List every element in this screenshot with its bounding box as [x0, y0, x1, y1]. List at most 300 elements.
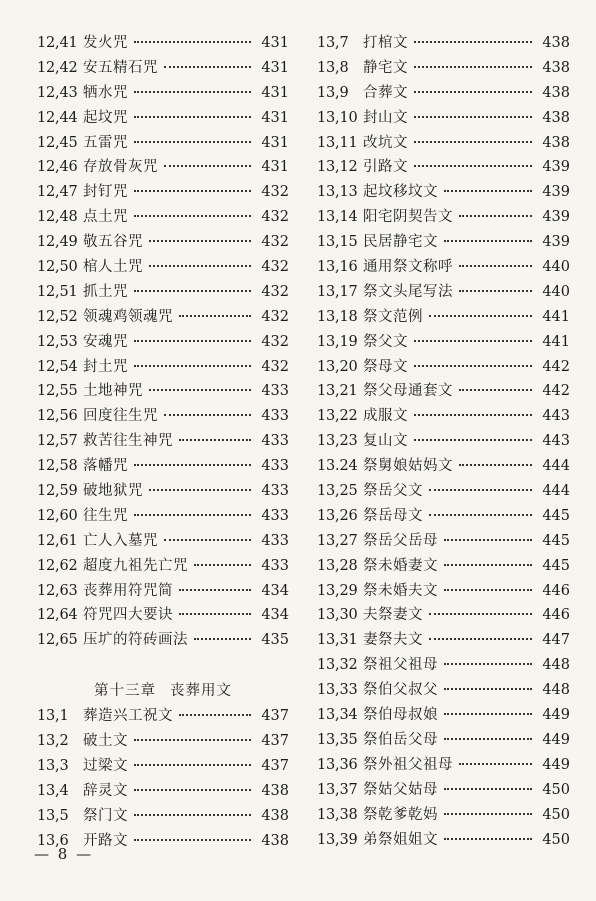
page-number-footer: — 8 —	[34, 845, 94, 863]
dot-leader	[429, 514, 532, 516]
toc-entry	[317, 803, 570, 828]
toc-entry	[317, 106, 570, 131]
entry-title: 静宅文	[363, 59, 408, 76]
entry-title: 改坑文	[363, 134, 408, 151]
entry-page: 438	[542, 84, 570, 101]
entry-page: 448	[542, 657, 570, 674]
dot-leader	[414, 141, 532, 143]
entry-page: 444	[542, 483, 570, 500]
toc-entry	[37, 704, 289, 729]
toc-entry	[37, 31, 289, 56]
dot-leader	[164, 165, 251, 167]
toc-entry	[317, 429, 570, 454]
toc-entry	[37, 255, 289, 280]
entry-number: 12,41	[37, 35, 78, 51]
toc-entry	[317, 131, 570, 156]
toc-entry	[37, 379, 289, 404]
entry-number: 13.24	[317, 458, 358, 475]
entry-number: 12,47	[37, 184, 78, 201]
entry-number: 13,4	[37, 782, 69, 799]
entry-page: 432	[261, 358, 289, 375]
entry-page: 439	[542, 159, 570, 176]
entry-number: 12,49	[37, 234, 78, 251]
entry-title: 祭岳父岳母	[363, 532, 438, 549]
entry-page: 435	[261, 632, 289, 649]
entry-number: 13,22	[317, 408, 358, 425]
entry-number: 13,38	[317, 806, 358, 823]
dot-leader	[459, 464, 532, 466]
entry-page: 438	[261, 807, 289, 824]
toc-entry	[317, 205, 570, 230]
entry-page: 450	[542, 781, 570, 798]
entry-number: 12,44	[37, 109, 78, 126]
entry-title: 破地狱咒	[83, 483, 143, 500]
toc-entry	[37, 603, 289, 628]
entry-title: 辞灵文	[83, 782, 128, 799]
toc-entry	[317, 355, 570, 380]
dot-leader	[134, 41, 251, 43]
toc-entry	[37, 628, 289, 653]
toc-right-column	[317, 31, 570, 852]
entry-number: 13,14	[317, 209, 358, 226]
entry-page: 450	[542, 831, 570, 848]
toc-entry	[37, 429, 289, 454]
toc-entry	[37, 529, 289, 554]
entry-title: 土地神咒	[83, 383, 143, 400]
entry-page: 432	[261, 209, 289, 226]
entry-page: 433	[261, 458, 289, 475]
entry-title: 祭岳母文	[363, 507, 423, 524]
dot-leader	[134, 739, 251, 741]
entry-title: 祭伯父叔父	[363, 682, 438, 699]
entry-title: 葬造兴工祝文	[83, 708, 173, 725]
entry-title: 祭门文	[83, 807, 128, 824]
entry-number: 13,35	[317, 731, 358, 748]
entry-page: 433	[261, 483, 289, 500]
entry-number: 12,57	[37, 433, 78, 450]
toc-entry	[37, 754, 289, 779]
dot-leader	[179, 613, 251, 615]
entry-page: 441	[542, 333, 570, 350]
entry-number: 12,65	[37, 632, 78, 649]
toc-entry	[317, 603, 570, 628]
toc-entry	[37, 131, 289, 156]
dot-leader	[429, 489, 532, 491]
entry-page: 449	[542, 731, 570, 748]
entry-page: 438	[542, 134, 570, 151]
toc-right-list	[317, 31, 570, 852]
entry-number: 13,37	[317, 781, 358, 798]
entry-title: 成服文	[363, 408, 408, 425]
dot-leader	[179, 589, 251, 591]
entry-page: 446	[542, 582, 570, 599]
dot-leader	[414, 66, 532, 68]
entry-number: 13,7	[317, 35, 349, 51]
dot-leader	[414, 439, 532, 441]
entry-title: 落幡咒	[83, 458, 128, 475]
dot-leader	[134, 290, 251, 292]
dot-leader	[459, 215, 532, 217]
entry-number: 13,26	[317, 507, 358, 524]
dot-leader	[459, 389, 532, 391]
entry-title: 祭母文	[363, 358, 408, 375]
entry-title: 存放骨灰咒	[83, 159, 158, 176]
dot-leader	[444, 663, 532, 665]
entry-number: 13,39	[317, 831, 358, 848]
toc-entry	[317, 305, 570, 330]
entry-number: 13,5	[37, 807, 69, 824]
entry-page: 432	[261, 283, 289, 300]
entry-number: 13,6	[37, 832, 69, 849]
dot-leader	[414, 116, 532, 118]
entry-title: 压圹的符砖画法	[83, 632, 188, 649]
dot-leader	[459, 763, 532, 765]
entry-title: 阳宅阴契告文	[363, 209, 453, 226]
dot-leader	[414, 365, 532, 367]
entry-page: 434	[261, 607, 289, 624]
dot-leader	[414, 340, 532, 342]
entry-title: 丧葬用符咒简	[83, 582, 173, 599]
dot-leader	[179, 714, 251, 716]
toc-entry	[317, 81, 570, 106]
toc-entry	[37, 355, 289, 380]
entry-number: 12,58	[37, 458, 78, 475]
entry-page: 433	[261, 507, 289, 524]
entry-number: 13,23	[317, 433, 358, 450]
toc-entry	[37, 804, 289, 829]
entry-page: 443	[542, 408, 570, 425]
toc-entry	[317, 554, 570, 579]
entry-title: 亡人入墓咒	[83, 532, 158, 549]
entry-page: 431	[261, 84, 289, 101]
entry-title: 民居静宅文	[363, 234, 438, 251]
dot-leader	[429, 613, 532, 615]
entry-title: 符咒四大要诀	[83, 607, 173, 624]
entry-number: 13,32	[317, 657, 358, 674]
chapter-number: 第十三章	[94, 683, 156, 700]
entry-page: 432	[261, 184, 289, 201]
entry-number: 13,25	[317, 483, 358, 500]
entry-number: 12,55	[37, 383, 78, 400]
entry-title: 祭父母通套文	[363, 383, 453, 400]
entry-page: 437	[261, 708, 289, 725]
entry-title: 往生咒	[83, 507, 128, 524]
entry-number: 13,15	[317, 234, 358, 251]
dot-leader	[134, 814, 251, 816]
entry-page: 449	[542, 756, 570, 773]
entry-title: 封土咒	[83, 358, 128, 375]
entry-number: 12,60	[37, 507, 78, 524]
dot-leader	[194, 564, 251, 566]
dot-leader	[134, 340, 251, 342]
toc-entry	[37, 729, 289, 754]
entry-number: 12,63	[37, 582, 78, 599]
entry-page: 439	[542, 209, 570, 226]
dot-leader	[444, 838, 532, 840]
entry-number: 13,10	[317, 109, 358, 126]
dot-leader	[194, 638, 251, 640]
entry-title: 祭父文	[363, 333, 408, 350]
entry-title: 夫祭妻文	[363, 607, 423, 624]
entry-title: 起坟移坟文	[363, 184, 438, 201]
entry-page: 442	[542, 358, 570, 375]
entry-page: 431	[261, 59, 289, 76]
toc-entry	[37, 305, 289, 330]
dot-leader	[134, 514, 251, 516]
dot-leader	[179, 439, 251, 441]
toc-entry	[317, 703, 570, 728]
entry-page: 433	[261, 433, 289, 450]
toc-entry	[317, 828, 570, 853]
entry-number: 13,33	[317, 682, 358, 699]
entry-page: 440	[542, 283, 570, 300]
toc-entry	[37, 106, 289, 131]
toc-left-list	[37, 31, 289, 653]
entry-number: 13,9	[317, 84, 349, 101]
dot-leader	[414, 165, 532, 167]
toc-entry	[317, 753, 570, 778]
entry-number: 12,51	[37, 283, 78, 300]
entry-page: 446	[542, 607, 570, 624]
entry-title: 合葬文	[363, 84, 408, 101]
entry-title: 复山文	[363, 433, 408, 450]
entry-title: 引路文	[363, 159, 408, 176]
toc-entry	[317, 628, 570, 653]
entry-title: 祭未婚妻文	[363, 557, 438, 574]
entry-number: 12,62	[37, 557, 78, 574]
entry-title: 救苦往生神咒	[83, 433, 173, 450]
entry-number: 13,18	[317, 308, 358, 325]
entry-title: 发火咒	[83, 35, 128, 51]
entry-title: 封山文	[363, 109, 408, 126]
dot-leader	[164, 414, 251, 416]
toc-entry	[37, 454, 289, 479]
entry-title: 破土文	[83, 733, 128, 750]
entry-title: 开路文	[83, 832, 128, 849]
entry-title: 起坟咒	[83, 109, 128, 126]
entry-page: 431	[261, 35, 289, 51]
entry-number: 13,11	[317, 134, 358, 151]
dot-leader	[134, 464, 251, 466]
dot-leader	[444, 564, 532, 566]
toc-entry	[37, 779, 289, 804]
entry-title: 祭文头尾写法	[363, 283, 453, 300]
entry-number: 13,21	[317, 383, 358, 400]
entry-page: 433	[261, 557, 289, 574]
dot-leader	[444, 788, 532, 790]
entry-title: 安五精石咒	[83, 59, 158, 76]
entry-number: 13,34	[317, 707, 358, 724]
entry-title: 弟祭姐姐文	[363, 831, 438, 848]
toc-entry	[317, 230, 570, 255]
entry-title: 封钉咒	[83, 184, 128, 201]
entry-page: 437	[261, 733, 289, 750]
entry-title: 祭外祖父祖母	[363, 756, 453, 773]
toc-entry	[37, 81, 289, 106]
entry-number: 12,45	[37, 134, 78, 151]
chapter-title: 丧葬用文	[170, 683, 232, 700]
entry-title: 棺人土咒	[83, 259, 143, 276]
entry-number: 13,8	[317, 59, 349, 76]
dot-leader	[459, 290, 532, 292]
entry-title: 回度往生咒	[83, 408, 158, 425]
dot-leader	[444, 713, 532, 715]
toc-entry	[37, 230, 289, 255]
dot-leader	[414, 414, 532, 416]
toc-entry	[317, 180, 570, 205]
entry-page: 432	[261, 259, 289, 276]
entry-number: 12,53	[37, 333, 78, 350]
toc-entry	[317, 728, 570, 753]
toc-entry	[37, 404, 289, 429]
dot-leader	[414, 41, 532, 43]
entry-title: 祭祖父祖母	[363, 657, 438, 674]
dot-leader	[134, 764, 251, 766]
entry-title: 通用祭文称呼	[363, 259, 453, 276]
toc-entry	[37, 554, 289, 579]
entry-number: 13,29	[317, 582, 358, 599]
dot-leader	[444, 589, 532, 591]
entry-page: 433	[261, 408, 289, 425]
entry-number: 12,48	[37, 209, 78, 226]
entry-number: 12,64	[37, 607, 78, 624]
toc-entry	[317, 31, 570, 56]
entry-number: 13,28	[317, 557, 358, 574]
entry-number: 13,17	[317, 283, 358, 300]
entry-number: 12,50	[37, 259, 78, 276]
entry-page: 443	[542, 433, 570, 450]
entry-page: 445	[542, 532, 570, 549]
entry-title: 安魂咒	[83, 333, 128, 350]
entry-page: 432	[261, 308, 289, 325]
dot-leader	[444, 240, 532, 242]
toc-entry	[317, 330, 570, 355]
entry-page: 441	[542, 308, 570, 325]
toc-entry	[317, 504, 570, 529]
entry-title: 祭未婚夫文	[363, 582, 438, 599]
toc-entry	[37, 56, 289, 81]
entry-page: 438	[261, 782, 289, 799]
dot-leader	[134, 215, 251, 217]
toc-entry	[317, 653, 570, 678]
entry-page: 433	[261, 383, 289, 400]
entry-number: 13,36	[317, 756, 358, 773]
chapter-heading	[37, 679, 289, 704]
entry-number: 12,42	[37, 59, 78, 76]
entry-title: 祭岳父文	[363, 483, 423, 500]
dot-leader	[134, 141, 251, 143]
dot-leader	[149, 489, 251, 491]
dot-leader	[164, 539, 251, 541]
entry-page: 447	[542, 632, 570, 649]
dot-leader	[134, 91, 251, 93]
entry-number: 12,54	[37, 358, 78, 375]
entry-page: 439	[542, 234, 570, 251]
entry-title: 祭文范例	[363, 308, 423, 325]
entry-page: 438	[542, 109, 570, 126]
entry-page: 450	[542, 806, 570, 823]
entry-number: 13,2	[37, 733, 69, 750]
entry-number: 13,20	[317, 358, 358, 375]
dot-leader	[149, 240, 251, 242]
dot-leader	[164, 66, 251, 68]
entry-title: 祭伯岳父母	[363, 731, 438, 748]
entry-page: 445	[542, 507, 570, 524]
dot-leader	[414, 91, 532, 93]
entry-number: 13,27	[317, 532, 358, 549]
entry-number: 13,13	[317, 184, 358, 201]
toc-entry	[37, 205, 289, 230]
dot-leader	[444, 688, 532, 690]
entry-number: 12,43	[37, 84, 78, 101]
entry-number: 13,31	[317, 632, 358, 649]
dot-leader	[134, 839, 251, 841]
toc-entry	[317, 280, 570, 305]
entry-number: 13,16	[317, 259, 358, 276]
dot-leader	[444, 190, 532, 192]
entry-title: 祭舅娘姑妈文	[363, 458, 453, 475]
dot-leader	[444, 738, 532, 740]
toc-entry	[317, 155, 570, 180]
entry-page: 433	[261, 532, 289, 549]
entry-title: 打棺文	[363, 35, 408, 51]
toc-entry	[37, 479, 289, 504]
entry-title: 过梁文	[83, 757, 128, 774]
toc-entry	[317, 255, 570, 280]
dot-leader	[444, 813, 532, 815]
entry-number: 12,61	[37, 532, 78, 549]
toc-entry	[317, 479, 570, 504]
toc-entry	[317, 529, 570, 554]
dot-leader	[429, 315, 532, 317]
entry-number: 13,19	[317, 333, 358, 350]
toc-entry	[37, 180, 289, 205]
toc-entry	[37, 280, 289, 305]
entry-page: 432	[261, 234, 289, 251]
entry-page: 438	[261, 832, 289, 849]
entry-title: 领魂鸡领魂咒	[83, 308, 173, 325]
entry-number: 13,3	[37, 757, 69, 774]
entry-title: 祭乾爹乾妈	[363, 806, 438, 823]
dot-leader	[134, 190, 251, 192]
entry-page: 437	[261, 757, 289, 774]
toc-entry	[317, 678, 570, 703]
entry-number: 12,56	[37, 408, 78, 425]
entry-page: 439	[542, 184, 570, 201]
dot-leader	[134, 116, 251, 118]
entry-title: 牺水咒	[83, 84, 128, 101]
entry-number: 13,30	[317, 607, 358, 624]
entry-page: 438	[542, 35, 570, 51]
toc-entry	[317, 778, 570, 803]
dot-leader	[149, 389, 251, 391]
entry-number: 12,59	[37, 483, 78, 500]
entry-page: 432	[261, 333, 289, 350]
toc-left-column	[37, 31, 289, 854]
entry-page: 434	[261, 582, 289, 599]
entry-number: 13,12	[317, 159, 358, 176]
entry-page: 448	[542, 682, 570, 699]
toc-entry	[317, 579, 570, 604]
toc-entry	[37, 330, 289, 355]
toc-entry	[37, 504, 289, 529]
entry-page: 442	[542, 383, 570, 400]
entry-page: 431	[261, 159, 289, 176]
entry-number: 13,1	[37, 708, 69, 725]
entry-page: 431	[261, 134, 289, 151]
dot-leader	[444, 539, 532, 541]
dot-leader	[134, 789, 251, 791]
